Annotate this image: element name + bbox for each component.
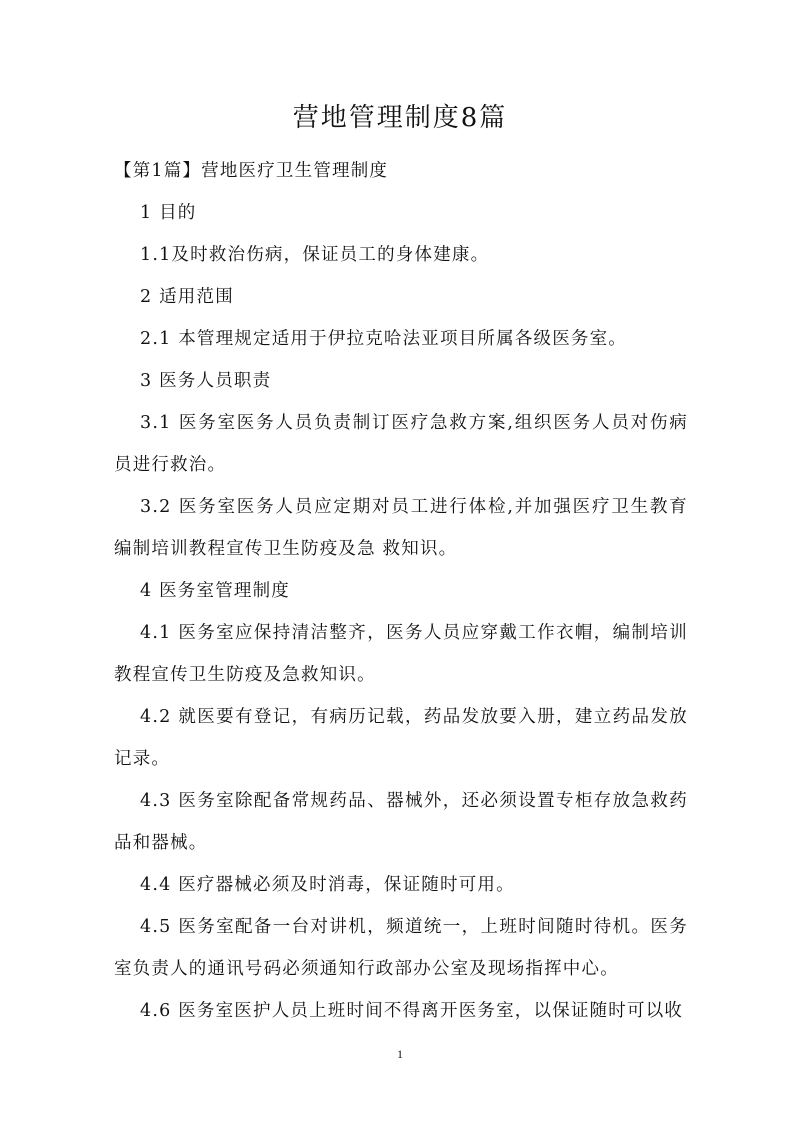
section-heading: 【第1篇】营地医疗卫生管理制度 [114,161,389,181]
paragraph: 2 适用范围 [140,287,234,307]
paragraph: 1 目的 [140,203,197,223]
paragraph: 3.2 医务室医务人员应定期对员工进行体检,并加强医疗卫生教育编制培训教程宣传卫生防疫及急 救知识。 [114,497,688,559]
paragraph: 3 医务人员职责 [140,371,272,391]
paragraph: 4.2 就医要有登记，有病历记载，药品发放要入册，建立药品发放记录。 [114,707,688,769]
paragraph: 4.3 医务室除配备常规药品、器械外，还必须设置专柜存放急救药品和器械。 [114,791,688,853]
paragraph: 4.4 医疗器械必须及时消毒，保证随时可用。 [140,875,515,895]
document-body [114,150,688,1032]
document-title: 营地管理制度8篇 [292,103,508,133]
paragraph: 3.1 医务室医务人员负责制订医疗急救方案,组织医务人员对伤病员进行救治。 [114,413,688,475]
paragraph: 2.1 本管理规定适用于伊拉克哈法亚项目所属各级医务室。 [140,329,627,349]
paragraph: 1.1及时救治伤病，保证员工的身体建康。 [140,245,490,265]
page-number: 1 [397,1047,403,1061]
paragraph: 4.6 医务室医护人员上班时间不得离开医务室，以保证随时可以收 [140,1001,684,1021]
paragraph: 4.5 医务室配备一台对讲机，频道统一，上班时间随时待机。医务室负责人的通讯号码必须通知行政部办公室及现场指挥中心。 [114,917,688,979]
paragraph: 4 医务室管理制度 [140,581,290,601]
paragraph: 4.1 医务室应保持清洁整齐，医务人员应穿戴工作衣帽，编制培训教程宣传卫生防疫及急救知识。 [114,623,688,685]
